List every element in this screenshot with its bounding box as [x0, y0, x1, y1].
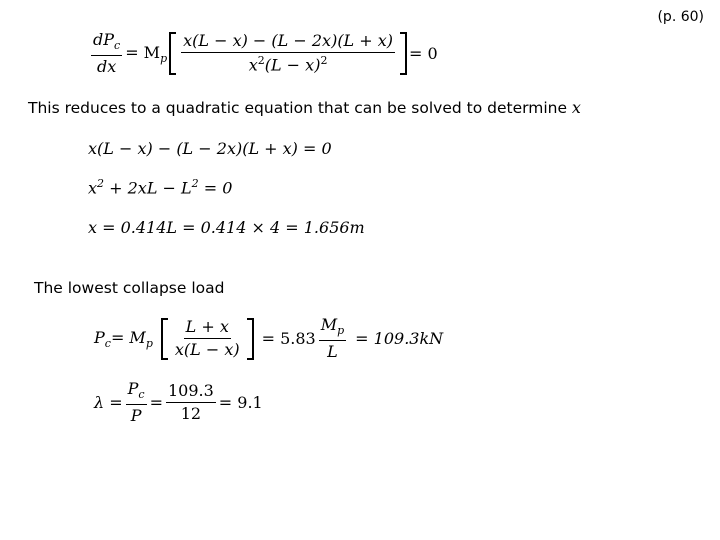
numeric-denominator: 12	[180, 404, 202, 424]
mp-term-2	[111, 328, 153, 350]
quadratic-x-sup: 2	[97, 177, 105, 190]
bracket-denominator-2: x(L − x)	[174, 340, 240, 360]
collapse-load-equation	[94, 316, 443, 361]
mp-term	[125, 43, 167, 65]
reduction-text: This reduces to a quadratic equation that can be solved to determine	[28, 99, 567, 117]
solution-equation: x = 0.414L = 0.414 × 4 = 1.656m	[88, 218, 365, 237]
bracket-expression-2	[159, 318, 256, 360]
expanded-equation: x(L − x) − (L − 2x)(L + x) = 0	[88, 139, 332, 158]
quadratic-x: x	[88, 178, 98, 198]
right-bracket	[400, 32, 407, 75]
coefficient: = 5.83	[261, 329, 316, 349]
pc-over-p-numerator: P	[127, 379, 139, 398]
equals-zero: = 0	[409, 44, 438, 64]
pc-label: P	[94, 327, 105, 347]
bracket-denominator-sup2: 2	[320, 54, 328, 68]
numeric-numerator: 109.3	[166, 382, 216, 403]
quadratic-equation	[88, 177, 232, 197]
lambda-label: λ =	[94, 393, 123, 413]
bracket-fraction	[181, 32, 395, 75]
quadratic-l-sup: 2	[191, 177, 199, 190]
bracket-denominator-sup: 2	[257, 54, 265, 68]
pc-over-p-denominator: P	[130, 405, 142, 425]
page-reference: (p. 60)	[657, 9, 704, 25]
bracket-fraction-2	[173, 318, 242, 360]
left-bracket-2	[161, 318, 168, 360]
mp-over-l-numerator-sub: p	[337, 324, 345, 338]
collapse-load-result: = 109.3kN	[355, 329, 444, 349]
numeric-fraction	[166, 382, 216, 424]
pc-over-p-numerator-sub: c	[138, 388, 145, 402]
collapse-load-heading: The lowest collapse load	[34, 279, 225, 297]
pc-term	[94, 328, 111, 350]
mp-label: = M	[125, 42, 161, 62]
quadratic-rhs: = 0	[198, 178, 233, 198]
mp-over-l-denominator: L	[327, 341, 338, 361]
equals-sign: =	[149, 393, 163, 413]
bracket-numerator-2: L + x	[184, 318, 231, 339]
pc-over-p-fraction	[126, 380, 147, 425]
quadratic-middle: + 2xL − L	[104, 178, 192, 198]
derivative-numerator: dP	[93, 30, 115, 49]
bracket-denominator-rest: (L − x)	[264, 55, 321, 75]
reduction-variable: x	[571, 98, 581, 117]
bracket-numerator: x(L − x) − (L − 2x)(L + x)	[181, 32, 395, 53]
mp-label-2: = M	[110, 327, 146, 347]
load-factor-equation	[94, 380, 263, 425]
right-bracket-2	[247, 318, 254, 360]
derivative-fraction	[91, 31, 122, 76]
mp-sub: p	[160, 51, 168, 65]
bracket-expression	[167, 32, 409, 75]
mp-over-l-numerator: M	[320, 315, 338, 334]
mp-sub-2: p	[145, 336, 153, 350]
reduction-statement	[28, 98, 581, 117]
derivative-equation	[88, 31, 438, 76]
derivative-denominator: dx	[96, 56, 117, 76]
mp-over-l-fraction	[319, 316, 346, 361]
bracket-denominator-x: x	[248, 55, 258, 75]
load-factor-result: = 9.1	[218, 393, 263, 413]
derivative-numerator-sub: c	[114, 39, 121, 53]
pc-sub: c	[104, 336, 111, 350]
left-bracket	[169, 32, 176, 75]
